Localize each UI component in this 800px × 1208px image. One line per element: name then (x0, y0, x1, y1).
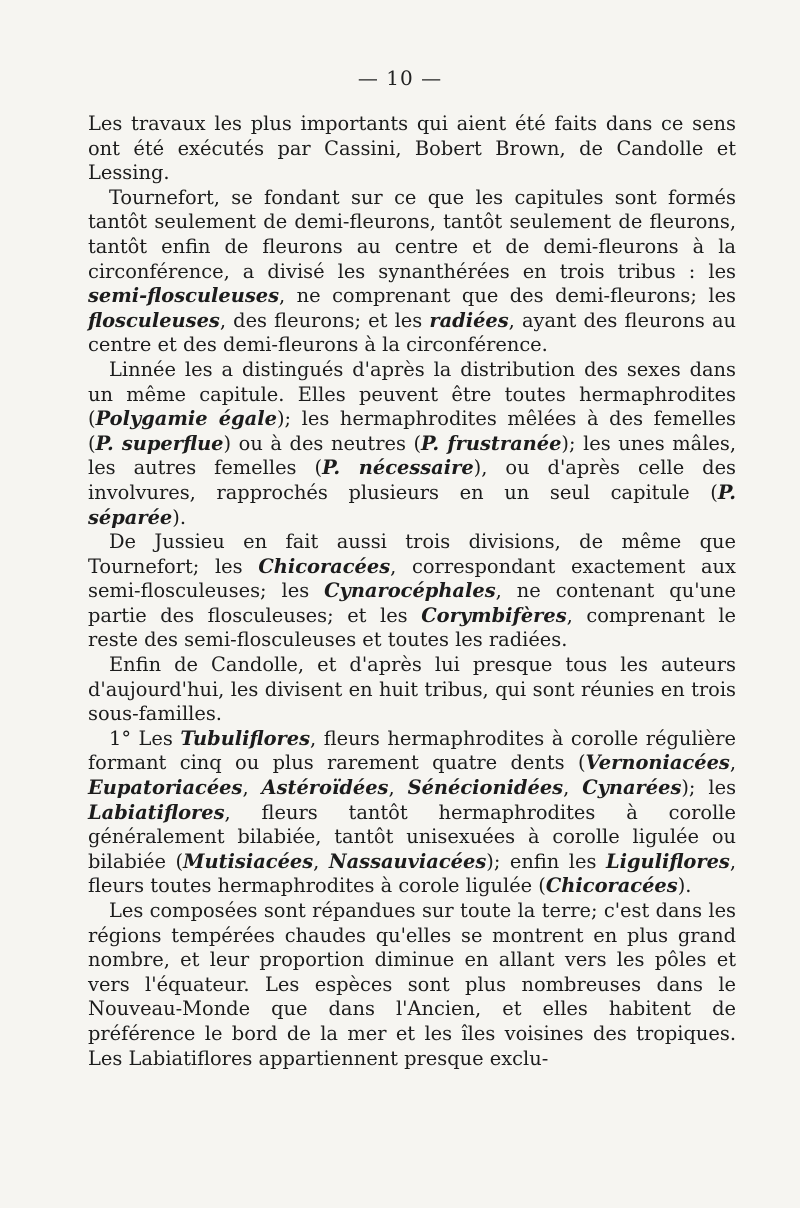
text-run: , fleurs tantôt hermaphrodites à corolle généralement bilabiée, tantôt unisexuées à corolle ligulée ou bilabiée ( (88, 800, 736, 873)
italic-term: P. nécessaire (322, 456, 474, 480)
italic-term: P. séparée (88, 480, 736, 529)
text-run: , des fleurons; et les (219, 308, 430, 332)
paragraph (88, 186, 736, 358)
text-run: Enfin de Candolle, et d'après lui presque tous les auteurs d'aujourd'hui, les divisent en huit tribus, qui sont réunies en trois sous-familles. (88, 653, 736, 726)
text-run: , ne contenant qu'une partie des flosculeuses; et les (88, 579, 736, 627)
text-run: , fleurs hermaphrodites à corolle régulière formant cinq ou plus rarement quatre dents ( (88, 726, 736, 775)
text-run: , comprenant le reste des semi-flosculeuses et toutes les radiées. (88, 603, 737, 652)
paragraph (88, 530, 736, 653)
paragraph (88, 112, 736, 186)
text-run: De Jussieu en fait aussi trois divisions, de même que Tournefort; les (88, 530, 736, 578)
text-run: Linnée les a distingués d'après la distribution des sexes dans un même capitule. Elles peuvent être toutes hermaphrodites ( (88, 357, 736, 431)
text-run: , (563, 776, 583, 800)
italic-term: Labiatiflores (88, 800, 225, 824)
italic-term: semi-flosculeuses (88, 284, 280, 308)
text-run: ). (677, 874, 692, 898)
text-run: , (313, 849, 329, 873)
text-run: Tournefort, se fondant sur ce que les capitules sont formés tantôt seulement de demi-fleurons, tantôt seulement de fleurons, tantôt enfin de fleurons au centre et de demi-fleurons à la circonférence, a divisé les synanthérées en trois tribus : les (88, 185, 736, 283)
text-run: , (388, 776, 408, 800)
paragraph (88, 727, 736, 899)
text-run: , (242, 776, 262, 800)
text-run: , ayant des fleurons au centre et des demi-fleurons à la circonférence. (88, 308, 736, 357)
italic-term: Tubuliflores (180, 726, 311, 750)
text-run: , fleurs toutes hermaphrodites à corole ligulée ( (88, 849, 736, 898)
italic-term: Mutisiacées (183, 849, 314, 873)
italic-term: radiées (429, 308, 509, 332)
text-run: , correspondant exactement aux semi-flosculeuses; les (88, 554, 736, 603)
italic-term: P. superflue (95, 431, 224, 455)
italic-term: Polygamie égale (95, 407, 277, 431)
italic-term: flosculeuses (88, 308, 220, 332)
text-run: Les composées sont répandues sur toute la terre; c'est dans les régions tempérées chaudes qu'elles se montrent en plus grand nombre, et leur proportion diminue en allant vers les pôles et vers l'équateur. Les espèces sont plus nombreuses dans le Nouveau-Monde que dans l'Ancien, et elles habitent de préférence le bord de la mer et les îles voisines des tropiques. Les Labiatiflores appartiennent presque exclu- (88, 899, 736, 1070)
italic-term: Liguliflores (605, 849, 730, 873)
italic-term: Chicoracées (258, 554, 391, 578)
text-run: ) ou à des neutres ( (223, 431, 422, 455)
italic-term: Vernoniacées (585, 751, 730, 775)
text-run: ), ou d'après celle des involvures, rapprochés plusieurs en un seul capitule ( (88, 456, 736, 504)
text-run: ); enfin les (486, 849, 606, 873)
italic-term: Sénécionidées (407, 776, 564, 800)
italic-term: P. frustranée (421, 431, 562, 455)
text-run: Les travaux les plus importants qui aient été faits dans ce sens ont été exécutés par Cassini, Bobert Brown, de Candolle et Lessing. (88, 112, 736, 185)
italic-term: Astéroïdées (261, 776, 389, 800)
text-run: , ne comprenant que des demi-fleurons; les (279, 284, 736, 308)
italic-term: Cynarées (582, 776, 682, 800)
text-run: 1° Les (109, 726, 181, 750)
text-run: ); les hermaphrodites mêlées à des femelles ( (88, 407, 736, 455)
italic-term: Corymbifères (421, 603, 567, 627)
italic-term: Cynarocéphales (324, 579, 496, 603)
text-run: , (729, 751, 736, 775)
text-run: ); les (681, 776, 737, 800)
paragraph (88, 899, 736, 1071)
text-run: ); les unes mâles, les autres femelles ( (88, 431, 737, 480)
italic-term: Chicoracées (545, 874, 678, 898)
italic-term: Eupatoriacées (88, 776, 243, 800)
paragraph (88, 653, 736, 727)
paragraph (88, 358, 736, 530)
body-text (88, 112, 736, 1071)
italic-term: Nassauviacées (328, 849, 487, 873)
page-number: — 10 — (357, 66, 443, 90)
text-run: ). (172, 505, 187, 529)
